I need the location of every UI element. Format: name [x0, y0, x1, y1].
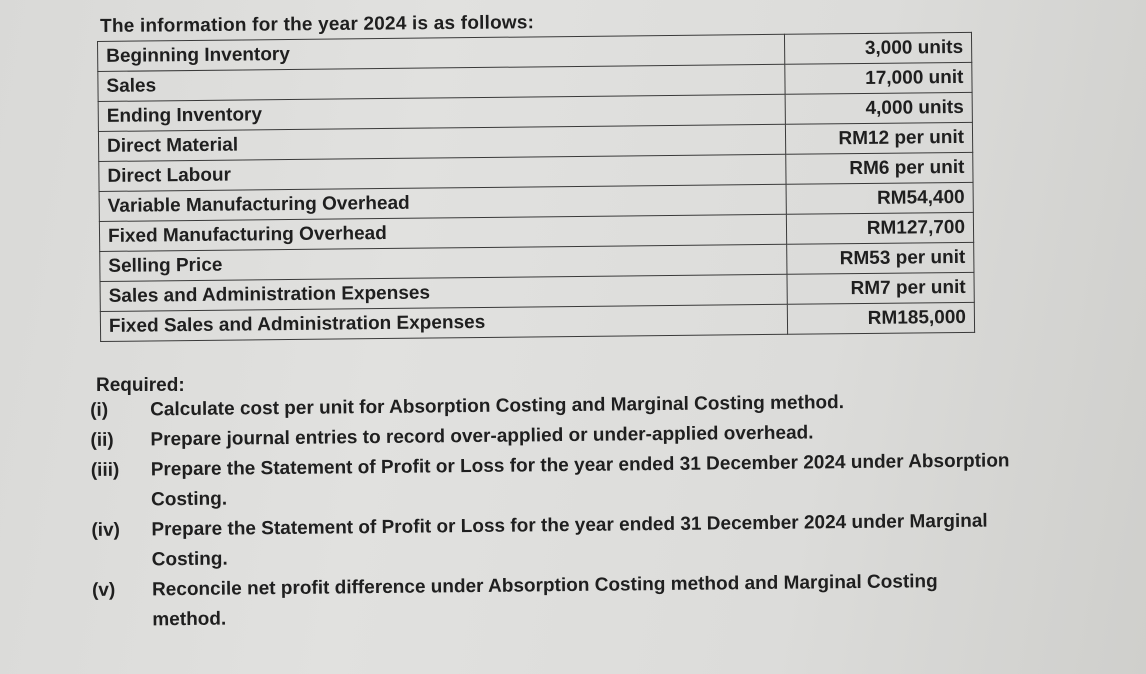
row-value: RM53 per unit — [787, 242, 974, 274]
row-label: Variable Manufacturing Overhead — [99, 184, 786, 221]
row-value: RM6 per unit — [786, 152, 973, 184]
list-item — [92, 566, 1013, 636]
row-label: Direct Material — [98, 124, 785, 161]
intro-text: The information for the year 2024 is as follows: — [100, 12, 535, 37]
item-number: (iv) — [91, 519, 121, 541]
row-value: RM185,000 — [787, 302, 974, 334]
row-label: Ending Inventory — [98, 94, 785, 131]
item-text: Calculate cost per unit for Absorption Costing and Marginal Costing method. — [150, 392, 845, 421]
row-value: 17,000 unit — [785, 62, 972, 94]
row-label: Selling Price — [100, 244, 787, 281]
item-text: Prepare the Statement of Profit or Loss for the year ended 31 December 2024 under Marginal Costing. — [151, 510, 988, 571]
list-item — [91, 446, 1012, 516]
row-value: 3,000 units — [784, 32, 971, 64]
item-number: (i) — [90, 399, 109, 421]
row-label: Beginning Inventory — [98, 34, 785, 71]
row-value: RM12 per unit — [785, 122, 972, 154]
item-text: Prepare journal entries to record over-applied or under-applied overhead. — [150, 422, 814, 451]
list-item — [91, 506, 1012, 576]
question-list — [90, 386, 1012, 636]
item-number: (v) — [91, 579, 116, 601]
row-value: RM7 per unit — [787, 272, 974, 304]
row-label: Fixed Sales and Administration Expenses — [100, 304, 787, 341]
row-label: Direct Labour — [99, 154, 786, 191]
row-label: Sales and Administration Expenses — [100, 274, 787, 311]
row-value: 4,000 units — [785, 92, 972, 124]
information-table — [97, 32, 975, 342]
row-label: Sales — [98, 64, 785, 101]
item-number: (iii) — [90, 459, 120, 481]
row-label: Fixed Manufacturing Overhead — [99, 214, 786, 251]
item-text: Reconcile net profit difference under Absorption Costing method and Marginal Costing method. — [151, 571, 938, 631]
required-heading: Required: — [96, 375, 185, 396]
item-number: (ii) — [90, 429, 114, 451]
row-value: RM127,700 — [786, 212, 973, 244]
item-text: Prepare the Statement of Profit or Loss for the year ended 31 December 2024 under Absorption Costing. — [150, 450, 1010, 511]
row-value: RM54,400 — [786, 182, 973, 214]
